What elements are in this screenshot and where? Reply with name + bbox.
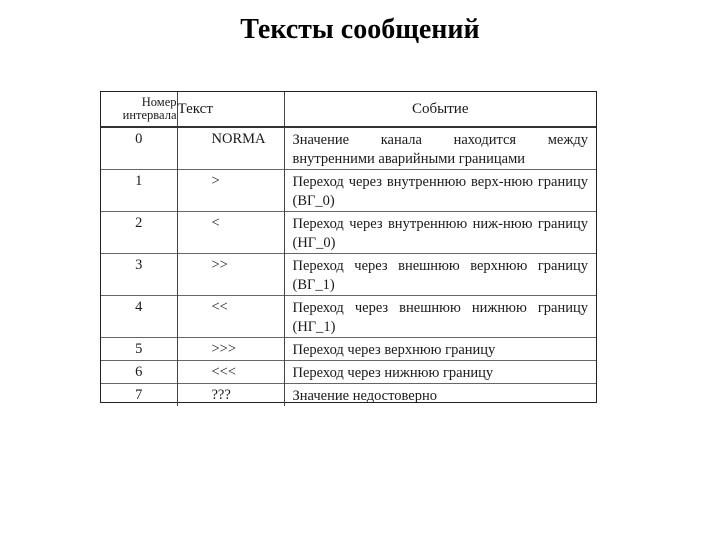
header-interval-number xyxy=(101,92,177,127)
table-row xyxy=(101,384,596,407)
message-texts-table xyxy=(101,92,596,406)
row-event: Переход через внешнюю верхнюю границу (ВГ_1) xyxy=(284,254,596,296)
row-text-code: NORMA xyxy=(177,127,284,170)
row-number: 3 xyxy=(101,254,177,296)
row-number: 2 xyxy=(101,212,177,254)
row-text-code: > xyxy=(177,170,284,212)
header-event: Событие xyxy=(284,92,596,127)
header-text: Текст xyxy=(177,92,284,127)
row-number: 1 xyxy=(101,170,177,212)
table-row xyxy=(101,127,596,170)
row-number: 7 xyxy=(101,384,177,407)
row-event: Значение канала находится между внутренними аварийными границами xyxy=(284,127,596,170)
row-text-code: >>> xyxy=(177,338,284,361)
table-row xyxy=(101,170,596,212)
table-header-row xyxy=(101,92,596,127)
row-event: Переход через верхнюю границу xyxy=(284,338,596,361)
row-event: Переход через внешнюю нижнюю границу (НГ_1) xyxy=(284,296,596,338)
row-text-code: <<< xyxy=(177,361,284,384)
row-text-code: ??? xyxy=(177,384,284,407)
events-table-frame xyxy=(100,91,597,403)
table-row xyxy=(101,254,596,296)
row-event: Переход через внутреннюю верх-нюю границу (ВГ_0) xyxy=(284,170,596,212)
row-text-code: >> xyxy=(177,254,284,296)
header-number-line2: интервала xyxy=(122,108,177,122)
table-row xyxy=(101,338,596,361)
table-row xyxy=(101,212,596,254)
row-number: 0 xyxy=(101,127,177,170)
slide-title: Тексты сообщений xyxy=(240,14,480,45)
row-number: 6 xyxy=(101,361,177,384)
row-number: 4 xyxy=(101,296,177,338)
table-row xyxy=(101,361,596,384)
row-event: Значение недостоверно xyxy=(284,384,596,407)
row-event: Переход через внутреннюю ниж-нюю границу (НГ_0) xyxy=(284,212,596,254)
table-row xyxy=(101,296,596,338)
row-event: Переход через нижнюю границу xyxy=(284,361,596,384)
header-number-line1: Номер xyxy=(141,95,177,109)
row-number: 5 xyxy=(101,338,177,361)
row-text-code: << xyxy=(177,296,284,338)
row-text-code: < xyxy=(177,212,284,254)
